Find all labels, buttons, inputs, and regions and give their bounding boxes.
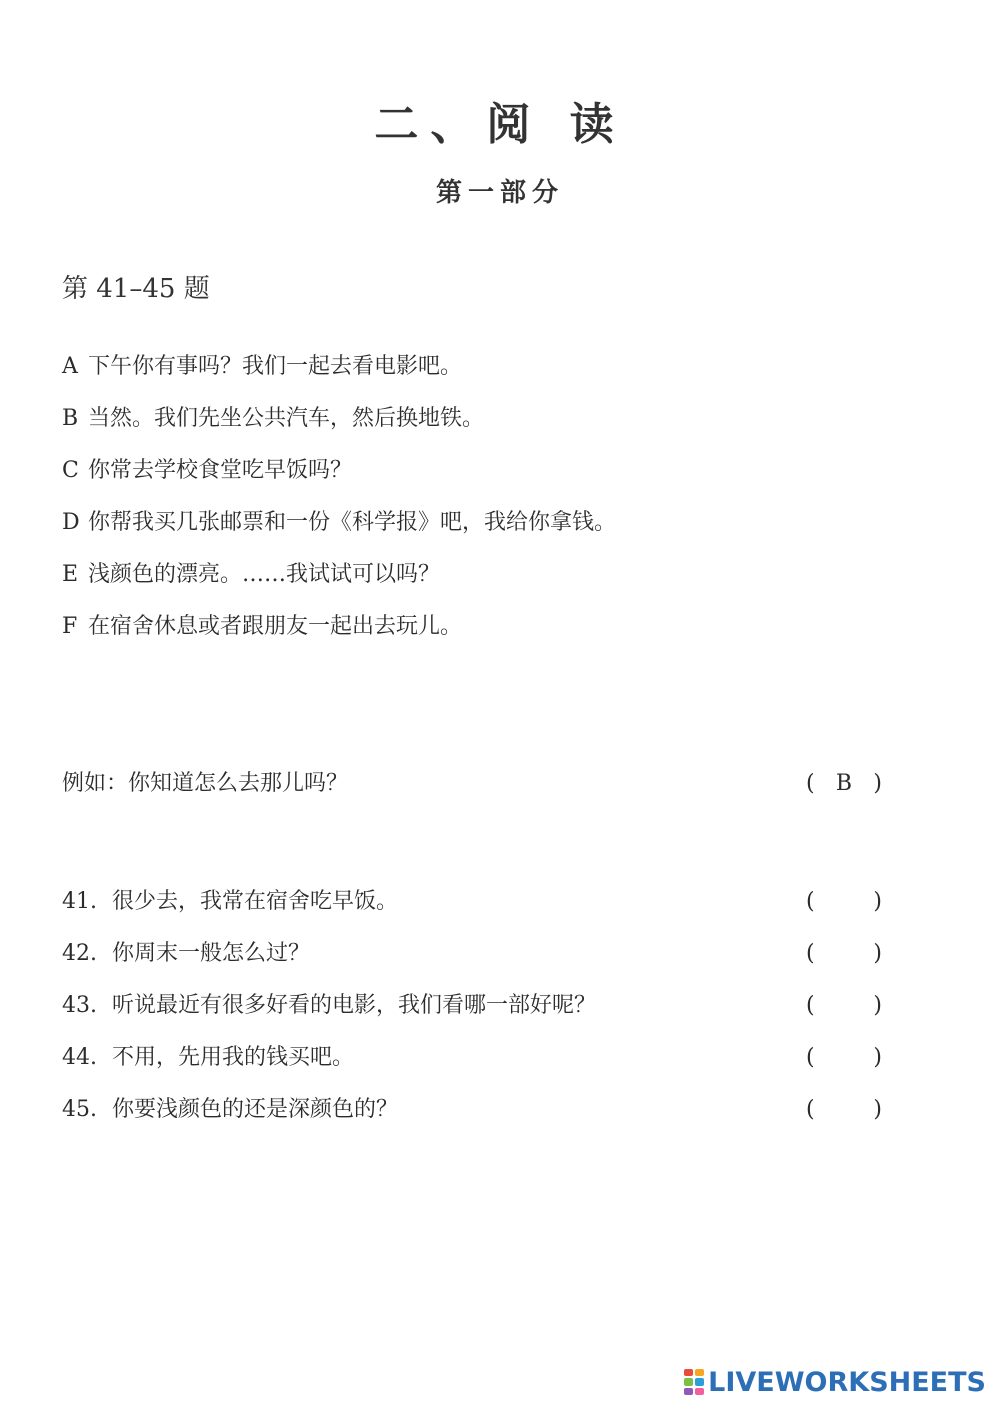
question-45	[62, 1092, 882, 1144]
logo-block	[684, 1369, 693, 1376]
example-answer-box	[806, 766, 882, 802]
question-text: 很少去，我常在宿舍吃早饭。	[112, 889, 399, 914]
question-44	[62, 1040, 882, 1092]
option-a	[62, 349, 942, 401]
paren-open: (	[806, 771, 815, 796]
question-text: 你要浅颜色的还是深颜色的？	[112, 1097, 399, 1122]
logo-block	[695, 1388, 704, 1395]
option-letter: D	[62, 510, 80, 535]
paren-open: (	[806, 1045, 815, 1070]
section-title: 二、阅 读	[374, 99, 626, 150]
option-text: 下午你有事吗？我们一起去看电影吧。	[88, 354, 463, 379]
question-42	[62, 936, 882, 988]
logo-block	[684, 1388, 693, 1395]
option-letter: E	[62, 562, 79, 587]
paren-open: (	[806, 1097, 815, 1122]
liveworksheets-logo-icon	[684, 1369, 704, 1395]
option-letter: C	[62, 458, 79, 483]
question-text: 不用，先用我的钱买吧。	[112, 1045, 355, 1070]
question-text: 听说最近有很多好看的电影，我们看哪一部好呢？	[112, 993, 597, 1018]
paren-close: )	[873, 1097, 882, 1122]
question-number: 41.	[62, 889, 97, 914]
liveworksheets-watermark	[684, 1364, 986, 1400]
paren-open: (	[806, 941, 815, 966]
example-answer: B	[835, 771, 853, 796]
option-e	[62, 557, 942, 609]
paren-open: (	[806, 993, 815, 1018]
logo-block	[684, 1378, 693, 1385]
option-f	[62, 609, 942, 661]
answer-blank[interactable]	[806, 884, 882, 920]
paren-open: (	[806, 889, 815, 914]
question-number: 45.	[62, 1097, 97, 1122]
example-text: 你知道怎么去那儿吗？	[128, 771, 349, 796]
paren-close: )	[873, 889, 882, 914]
paren-close: )	[873, 1045, 882, 1070]
question-41	[62, 884, 882, 936]
answer-blank[interactable]	[806, 988, 882, 1024]
example-row	[62, 766, 882, 802]
question-43	[62, 988, 882, 1040]
question-text: 你周末一般怎么过？	[112, 941, 311, 966]
question-number: 44.	[62, 1045, 97, 1070]
option-letter: F	[62, 614, 78, 639]
logo-block	[695, 1378, 704, 1385]
question-list	[62, 884, 882, 1144]
option-c	[62, 453, 942, 505]
option-text: 在宿舍休息或者跟朋友一起出去玩儿。	[88, 614, 463, 639]
answer-blank[interactable]	[806, 1040, 882, 1076]
option-letter: B	[62, 406, 79, 431]
question-number: 42.	[62, 941, 97, 966]
question-range: 第 41–45 题	[62, 274, 210, 304]
option-text: 当然。我们先坐公共汽车，然后换地铁。	[88, 406, 485, 431]
option-letter: A	[62, 354, 78, 379]
option-text: 你常去学校食堂吃早饭吗？	[88, 458, 353, 483]
paren-close: )	[873, 941, 882, 966]
option-text: 你帮我买几张邮票和一份《科学报》吧，我给你拿钱。	[88, 510, 617, 535]
part-subtitle: 第一部分	[435, 178, 564, 208]
answer-options	[62, 349, 942, 661]
paren-close: )	[873, 771, 882, 796]
logo-block	[695, 1369, 704, 1376]
option-text: 浅颜色的漂亮。……我试试可以吗？	[88, 562, 441, 587]
answer-blank[interactable]	[806, 936, 882, 972]
question-number: 43.	[62, 993, 97, 1018]
watermark-text: LIVEWORKSHEETS	[708, 1366, 986, 1398]
option-b	[62, 401, 942, 453]
paren-close: )	[873, 993, 882, 1018]
option-d	[62, 505, 942, 557]
example-label: 例如：	[62, 771, 129, 796]
answer-blank[interactable]	[806, 1092, 882, 1128]
